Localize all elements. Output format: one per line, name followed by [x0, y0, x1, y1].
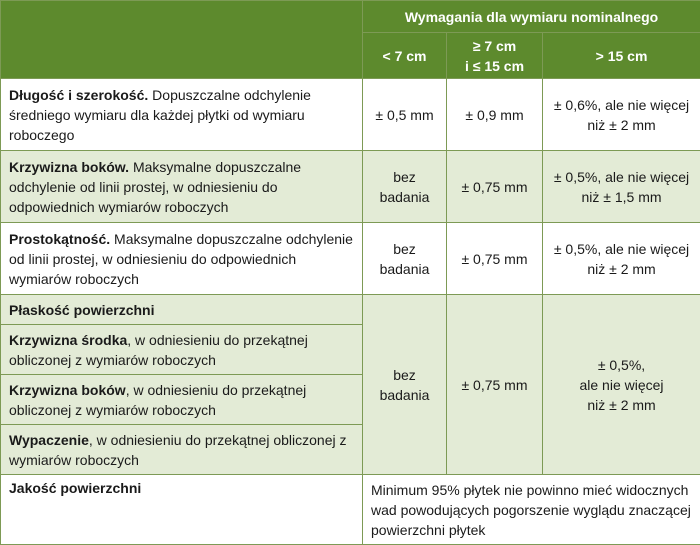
cell-value: ± 0,5%, ale nie więcej niż ± 1,5 mm [543, 151, 700, 223]
row-label-text: , w odniesieniu do przekątnej obliczonej z wymiarów roboczych [9, 432, 347, 468]
cell-value: bez badania [363, 295, 447, 475]
row-label-bold: Krzywizna boków. [9, 159, 129, 175]
cell-value-line2: ale nie więcej [549, 375, 694, 395]
table-row [1, 223, 700, 295]
row-label-text: Maksymalne dopuszczalne odchylenie od linii prostej, w odniesieniu do odpowiednich wymiarów roboczych [9, 231, 353, 287]
row-label-bold: Długość i szerokość. [9, 87, 148, 103]
header-group-title: Wymagania dla wymiaru nominalnego [363, 1, 700, 33]
cell-value [543, 295, 700, 475]
row-label-dlugosc [1, 79, 363, 151]
header-col-7to15-line2: i ≤ 15 cm [453, 56, 536, 76]
row-label-krzywizna-srodka [1, 325, 363, 375]
cell-value: ± 0,75 mm [447, 295, 543, 475]
row-label-jakosc [1, 475, 363, 545]
row-label-bold: Jakość powierzchni [9, 480, 141, 496]
cell-value: ± 0,5%, ale nie więcej niż ± 2 mm [543, 223, 700, 295]
cell-value: ± 0,5 mm [363, 79, 447, 151]
row-label-text: Dopuszczalne odchylenie średniego wymiaru dla każdej płytki od wymiaru roboczego [9, 87, 311, 143]
row-label-text: , w odniesieniu do przekątnej obliczonej z wymiarów roboczych [9, 332, 308, 368]
header-col-7to15 [447, 33, 543, 79]
header-empty-cell [1, 1, 363, 79]
cell-value: bez badania [363, 151, 447, 223]
cell-value-jakosc: Minimum 95% płytek nie powinno mieć widocznych wad powodujących pogorszenie wyglądu znaczącej powierzchni płytek [363, 475, 700, 545]
cell-value: ± 0,75 mm [447, 151, 543, 223]
header-col-lt7: < 7 cm [363, 33, 447, 79]
row-label-text: , w odniesieniu do przekątnej obliczonej z wymiarów roboczych [9, 382, 306, 418]
row-label-bold: Prostokątność. [9, 231, 110, 247]
table-row [1, 295, 700, 325]
cell-value: ± 0,6%, ale nie więcej niż ± 2 mm [543, 79, 700, 151]
row-label-bold: Wypaczenie [9, 432, 89, 448]
table-row [1, 475, 700, 545]
cell-value: ± 0,75 mm [447, 223, 543, 295]
row-label-bold: Krzywizna środka [9, 332, 127, 348]
row-label-wypaczenie [1, 425, 363, 475]
row-label-krzywizna-bokow-2 [1, 375, 363, 425]
row-label-prostokatnosc [1, 223, 363, 295]
cell-value-line1: ± 0,5%, [549, 355, 694, 375]
row-label-bold: Krzywizna boków [9, 382, 126, 398]
header-col-gt15: > 15 cm [543, 33, 700, 79]
header-col-7to15-line1: ≥ 7 cm [453, 36, 536, 56]
table-row [1, 151, 700, 223]
row-label-plaskosc [1, 295, 363, 325]
cell-value: bez badania [363, 223, 447, 295]
cell-value: ± 0,9 mm [447, 79, 543, 151]
row-label-krzywizna-bokow [1, 151, 363, 223]
row-label-bold: Płaskość powierzchni [9, 302, 155, 318]
row-label-text: Maksymalne dopuszczalne odchylenie od linii prostej, w odniesieniu do odpowiednich wymiarów roboczych [9, 159, 301, 215]
table-row [1, 79, 700, 151]
cell-value-line3: niż ± 2 mm [549, 395, 694, 415]
